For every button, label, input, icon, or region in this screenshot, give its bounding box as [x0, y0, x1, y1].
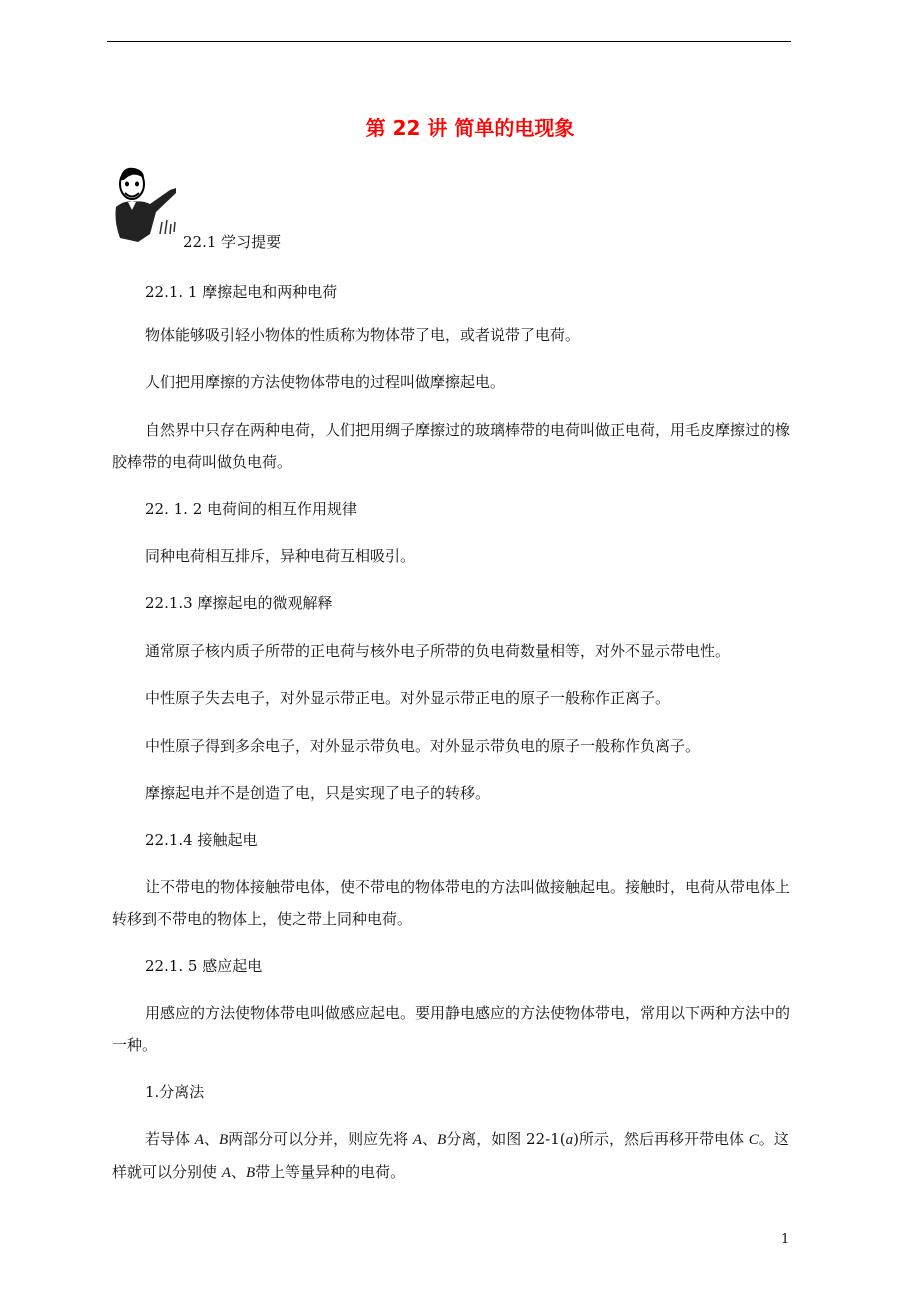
paragraph: 同种电荷相互排斥，异种电荷互相吸引。	[145, 547, 416, 565]
variable: A	[221, 1165, 231, 1181]
text-segment: 、	[230, 1163, 246, 1181]
paragraph: 用感应的方法使物体带电叫做感应起电。要用静电感应的方法使物体带电，常用以下两种方法中的一种。	[112, 1004, 791, 1054]
subheading: 1.分离法	[145, 1083, 205, 1101]
paragraph: 让不带电的物体接触带电体，使不带电的物体带电的方法叫做接触起电。接触时，电荷从带电体上转移到不带电的物体上，使之带上同种电荷。	[112, 878, 791, 928]
subheading: 22.1. 5 感应起电	[145, 957, 263, 975]
text-segment: 、	[203, 1130, 219, 1148]
variable: A	[194, 1132, 204, 1148]
variable: B	[245, 1165, 256, 1181]
variable: C	[748, 1132, 759, 1148]
variable: A	[412, 1132, 423, 1148]
text-segment: 分离，如图 22-1(	[446, 1130, 566, 1148]
page-title: 第 22 讲 简单的电现象	[365, 116, 575, 140]
paragraph: 自然界中只存在两种电荷，人们把用绸子摩擦过的玻璃棒带的电荷叫做正电荷，用毛皮摩擦过的橡胶棒带的电荷叫做负电荷。	[112, 421, 791, 471]
subheading: 22.1.4 接触起电	[145, 831, 258, 849]
paragraph	[112, 1123, 792, 1189]
text-segment: 两部分可以分并，则应先将	[228, 1130, 413, 1148]
paragraph: 物体能够吸引轻小物体的性质称为物体带了电，或者说带了电荷。	[145, 326, 581, 344]
subheading: 22.1. 1 摩擦起电和两种电荷	[145, 283, 338, 301]
text-segment: 带上等量异种的电荷。	[255, 1163, 406, 1181]
paragraph: 摩擦起电并不是创造了电，只是实现了电子的转移。	[145, 784, 491, 802]
section-heading: 22.1 学习提要	[183, 233, 282, 251]
pointing-man-illustration	[110, 162, 185, 247]
text-segment: 若导体	[145, 1130, 195, 1148]
text-segment: )所示，然后再移开带电体	[573, 1130, 749, 1148]
page-number: 1	[781, 1232, 790, 1247]
paragraph: 通常原子核内质子所带的正电荷与核外电子所带的负电荷数量相等，对外不显示带电性。	[145, 642, 731, 660]
subheading: 22. 1. 2 电荷间的相互作用规律	[145, 500, 358, 518]
subheading: 22.1.3 摩擦起电的微观解释	[145, 594, 333, 612]
text-segment: 、	[422, 1130, 438, 1148]
variable: B	[437, 1132, 447, 1148]
header-rule	[107, 41, 791, 42]
variable: B	[218, 1132, 229, 1148]
variable: a	[565, 1132, 574, 1148]
paragraph: 中性原子得到多余电子，对外显示带负电。对外显示带负电的原子一般称作负离子。	[145, 737, 701, 755]
text-segment: 。这样就可以分别使	[112, 1130, 789, 1181]
paragraph: 人们把用摩擦的方法使物体带电的过程叫做摩擦起电。	[145, 373, 506, 391]
paragraph: 中性原子失去电子，对外显示带正电。对外显示带正电的原子一般称作正离子。	[145, 689, 671, 707]
